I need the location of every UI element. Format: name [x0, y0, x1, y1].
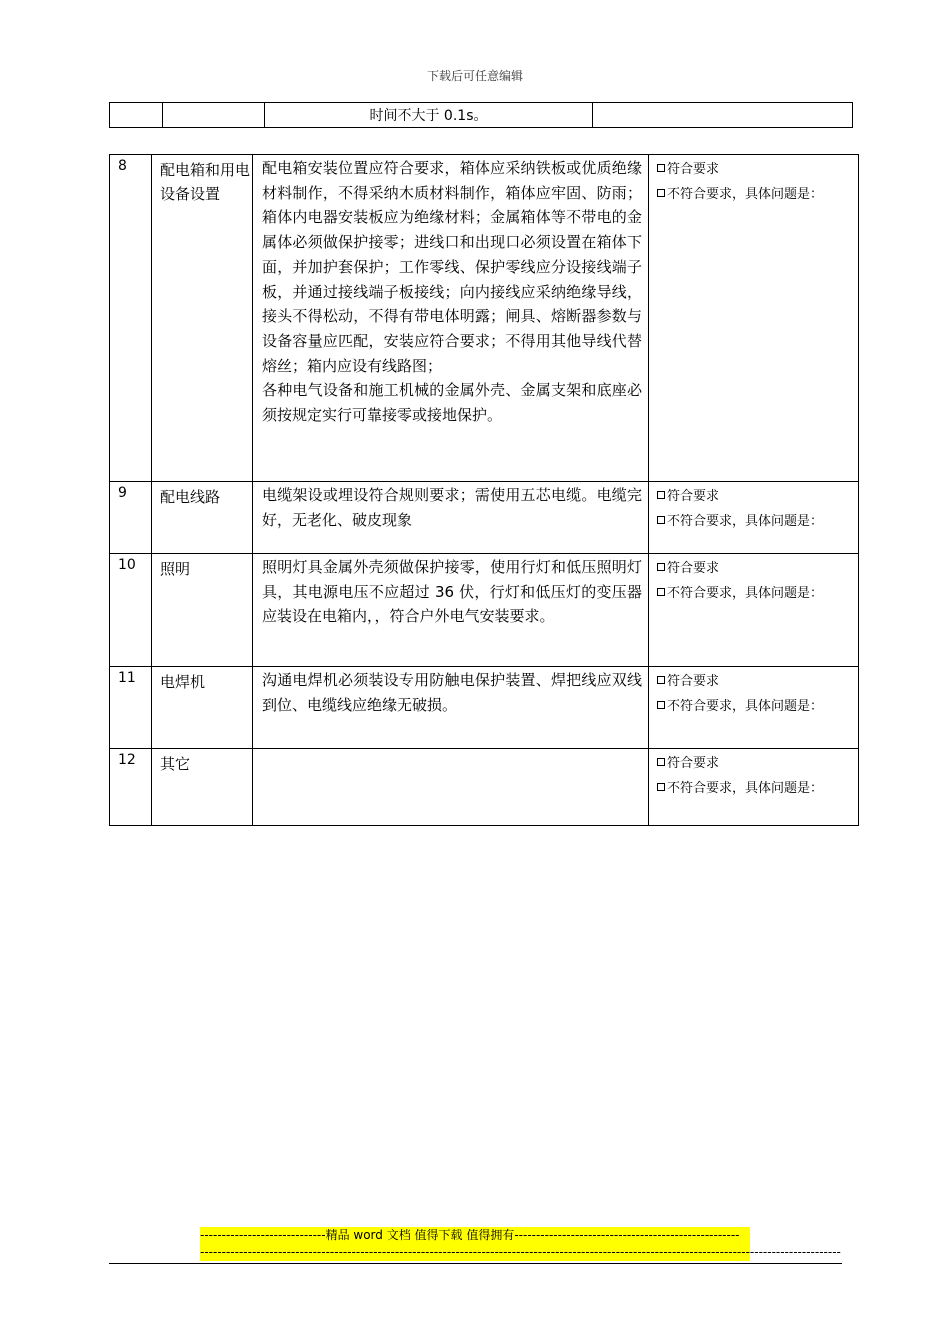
check-label-ok: 符合要求 — [667, 162, 720, 177]
check-label-ok: 符合要求 — [667, 561, 720, 576]
table-row — [110, 554, 859, 667]
row-number: 8 — [110, 155, 152, 482]
checkbox-icon[interactable] — [657, 164, 665, 172]
table-cell — [593, 103, 853, 128]
table-row — [110, 103, 853, 128]
check-option-ok[interactable] — [657, 752, 858, 777]
table-cell-text: 时间不大于 0.1s。 — [265, 103, 593, 128]
table-row — [110, 482, 859, 554]
check-label-ok: 符合要求 — [667, 674, 720, 689]
checkbox-icon[interactable] — [657, 563, 665, 571]
table-row — [110, 749, 859, 826]
item-content — [253, 554, 649, 667]
item-name: 配电线路 — [152, 482, 253, 554]
check-option-not-ok[interactable] — [657, 695, 858, 720]
check-cell — [649, 749, 859, 826]
inspection-table — [109, 154, 859, 826]
check-cell — [649, 667, 859, 749]
item-name: 照明 — [152, 554, 253, 667]
content-paragraph: 电缆架设或埋设符合规则要求；需使用五芯电缆。电缆完好，无老化、破皮现象 — [262, 486, 642, 529]
item-content — [253, 482, 649, 554]
item-name: 配电箱和用电设备设置 — [152, 155, 253, 482]
table-row — [110, 155, 859, 482]
checkbox-icon[interactable] — [657, 758, 665, 766]
row-number: 10 — [110, 554, 152, 667]
check-option-ok[interactable] — [657, 485, 858, 510]
check-cell — [649, 155, 859, 482]
item-content — [253, 155, 649, 482]
item-content — [253, 667, 649, 749]
check-option-ok[interactable] — [657, 557, 858, 582]
checkbox-icon[interactable] — [657, 783, 665, 791]
footer-divider — [109, 1263, 842, 1264]
check-label-not-ok: 不符合要求，具体问题是： — [667, 698, 824, 714]
check-label-not-ok: 不符合要求，具体问题是： — [667, 186, 824, 202]
footer-line-1: -----------------------------精品 word 文档 值得下载 值得拥有---------------------------------------------------- — [200, 1228, 740, 1242]
content-paragraph: 各种电气设备和施工机械的金属外壳、金属支架和底座必须按规定实行可靠接零或接地保护。 — [262, 381, 642, 425]
table-cell — [110, 103, 163, 128]
check-option-not-ok[interactable] — [657, 777, 858, 802]
check-label-ok: 符合要求 — [667, 756, 720, 771]
checkbox-icon[interactable] — [657, 701, 665, 709]
checkbox-icon[interactable] — [657, 588, 665, 596]
check-option-not-ok[interactable] — [657, 582, 858, 607]
row-number: 9 — [110, 482, 152, 554]
check-cell — [649, 554, 859, 667]
checkbox-icon[interactable] — [657, 491, 665, 499]
footer-line-2: ---------------------------------------------------------------------------------------------------------------------------------------------------- — [200, 1245, 841, 1259]
item-name: 其它 — [152, 749, 253, 826]
checkbox-icon[interactable] — [657, 676, 665, 684]
table-cell — [163, 103, 265, 128]
item-name: 电焊机 — [152, 667, 253, 749]
row-number: 11 — [110, 667, 152, 749]
checkbox-icon[interactable] — [657, 516, 665, 524]
content-paragraph: 沟通电焊机必须装设专用防触电保护装置、焊把线应双线到位、电缆线应绝缘无破损。 — [262, 671, 642, 714]
check-option-not-ok[interactable] — [657, 510, 858, 535]
check-option-ok[interactable] — [657, 670, 858, 695]
content-paragraph: 配电箱安装位置应符合要求，箱体应采纳铁板或优质绝缘材料制作，不得采纳木质材料制作，箱体应牢固、防雨；箱体内电器安装板应为绝缘材料；金属箱体等不带电的金属体必须做保护接零；进线口和出现口必须设置在箱体下面，并加护套保护；工作零线、保护零线应分设接线端子板，并通过接线端子板接线；向内接线应采纳绝缘导线，接头不得松动，不得有带电体明露；闸具、熔断器参数与设备容量应匹配，安装应符合要求；不得用其他导线代替熔丝；箱内应设有线路图； — [262, 159, 642, 375]
check-label-not-ok: 不符合要求，具体问题是： — [667, 513, 824, 529]
content-paragraph: 照明灯具金属外壳须做保护接零，使用行灯和低压照明灯具，其电源电压不应超过 36 伏，行灯和低压灯的变压器应装设在电箱内，，符合户外电气安装要求。 — [262, 558, 642, 626]
check-label-not-ok: 不符合要求，具体问题是： — [667, 585, 824, 601]
table-row — [110, 667, 859, 749]
footer-watermark-band — [200, 1227, 841, 1261]
check-cell — [649, 482, 859, 554]
row-number: 12 — [110, 749, 152, 826]
check-label-not-ok: 不符合要求，具体问题是： — [667, 780, 824, 796]
check-option-not-ok[interactable] — [657, 183, 858, 208]
continuation-table — [109, 102, 853, 128]
check-option-ok[interactable] — [657, 158, 858, 183]
check-label-ok: 符合要求 — [667, 489, 720, 504]
header-note: 下载后可任意编辑 — [426, 69, 523, 83]
item-content — [253, 749, 649, 826]
checkbox-icon[interactable] — [657, 189, 665, 197]
